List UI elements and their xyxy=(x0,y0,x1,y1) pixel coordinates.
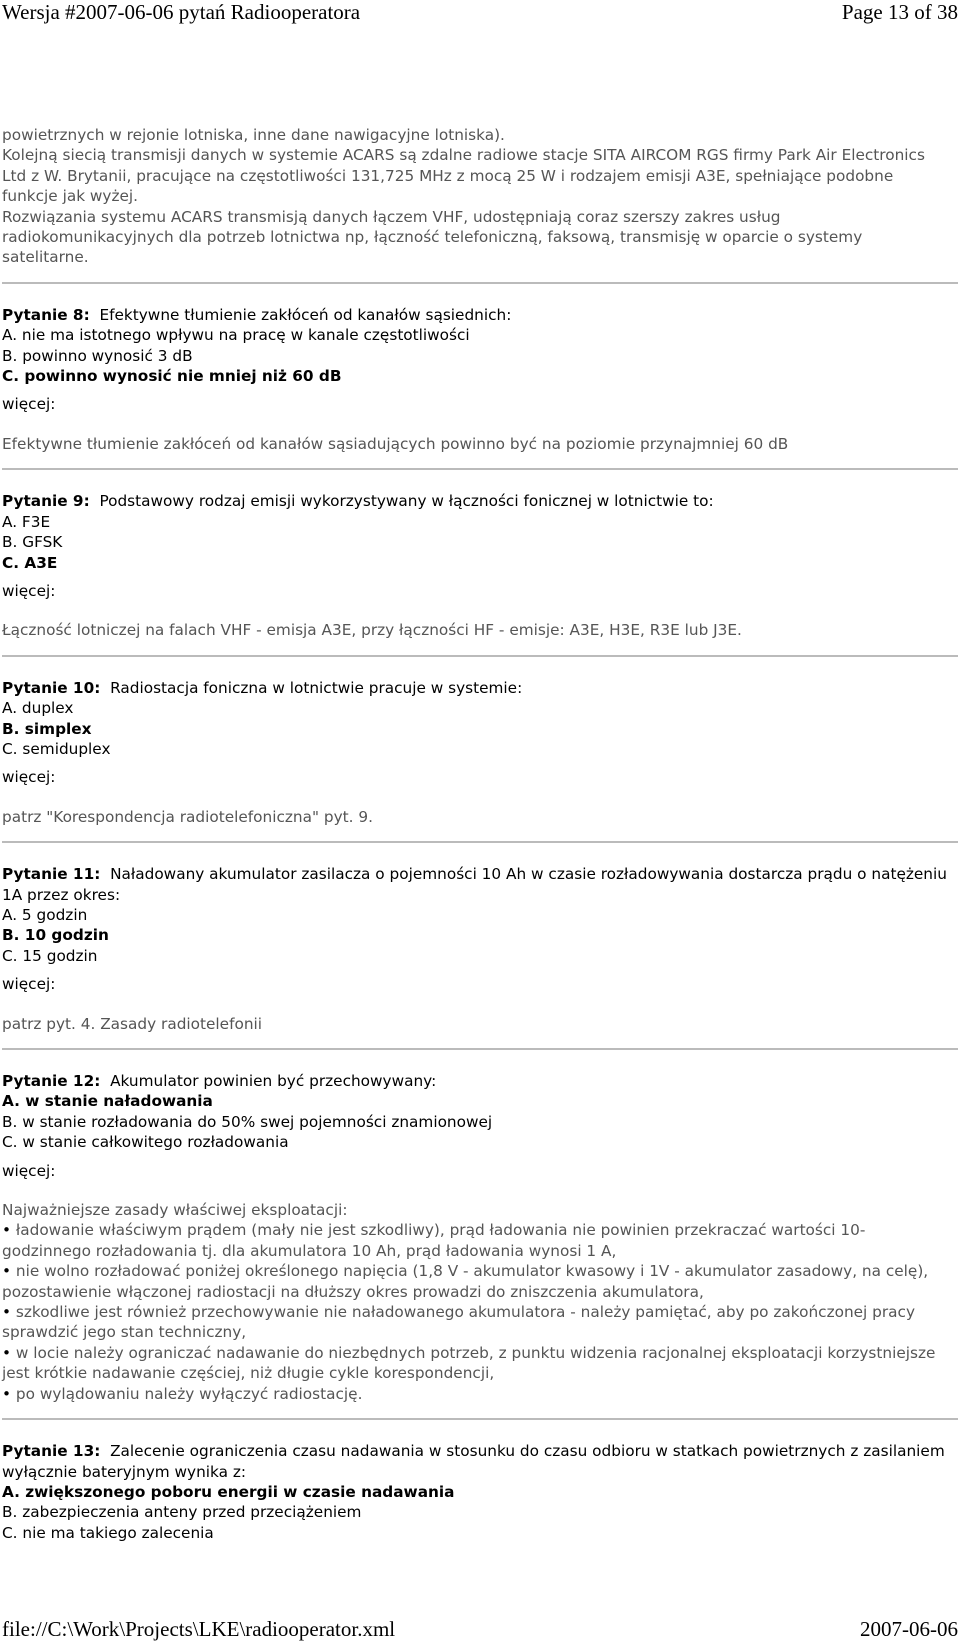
explanation-bullet: • po wylądowaniu należy wyłączyć radiostację. xyxy=(2,1384,952,1404)
explanation xyxy=(2,1014,952,1034)
answer-b-correct: B. 10 godzin xyxy=(2,926,109,945)
question-label: Pytanie 13: xyxy=(2,1442,101,1461)
explanation xyxy=(2,1200,952,1404)
explanation-bullet: • szkodliwe jest również przechowywanie nie naładowanego akumulatora - należy pamiętać, aby po zakończonej pracy sprawdzić jego stan techniczny, xyxy=(2,1302,952,1343)
explanation xyxy=(2,434,952,454)
answer-b: B. GFSK xyxy=(2,533,63,552)
file-path: file://C:\Work\Projects\LKE\radiooperator.xml xyxy=(2,1617,396,1641)
answer-b: B. powinno wynosić 3 dB xyxy=(2,346,193,365)
answer-a: A. F3E xyxy=(2,512,51,531)
answer-a-correct: A. w stanie naładowania xyxy=(2,1092,213,1111)
more-toggle[interactable]: więcej: xyxy=(2,975,56,994)
intro-paragraph: Kolejną siecią transmisji danych w systemie ACARS są zdalne radiowe stacje SITA AIRCOM RGS firmy Park Air Electronics Ltd z W. Brytanii, pracujące na częstotliwości 131,725 MHz z mocą 25 W i rodzajem emisji A3E, spełniające podobne funkcje jak wyżej. xyxy=(2,146,925,206)
question-text: Radiostacja foniczna w lotnictwie pracuje w systemie: xyxy=(110,678,523,697)
document-body xyxy=(2,125,952,1543)
question-text: Zalecenie ograniczenia czasu nadawania w stosunku do czasu odbioru w statkach powietrznych z zasilaniem wyłącznie bateryjnym wynika z: xyxy=(2,1442,945,1481)
answer-b-correct: B. simplex xyxy=(2,719,92,738)
answer-c: C. nie ma takiego zalecenia xyxy=(2,1523,214,1542)
answer-c-correct: C. powinno wynosić nie mniej niż 60 dB xyxy=(2,367,342,386)
question-label: Pytanie 8: xyxy=(2,305,90,324)
question-label: Pytanie 11: xyxy=(2,865,101,884)
question-label: Pytanie 9: xyxy=(2,492,90,511)
question-line xyxy=(2,1441,952,1482)
document-version-title: Wersja #2007-06-06 pytań Radiooperatora xyxy=(2,0,361,24)
answer-c: C. 15 godzin xyxy=(2,946,98,965)
explanation xyxy=(2,807,952,827)
answer-b: B. w stanie rozładowania do 50% swej pojemności znamionowej xyxy=(2,1112,493,1131)
explanation-bullet: • w locie należy ograniczać nadawanie do niezbędnych potrzeb, z punktu widzenia racjonalnej eksploatacji korzystniejsze jest krótkie nadawanie częściej, niż długie cykle korespondencji, xyxy=(2,1343,952,1384)
answer-c: C. w stanie całkowitego rozładowania xyxy=(2,1133,289,1152)
page-header xyxy=(0,0,960,26)
answer-b: B. zabezpieczenia anteny przed przeciążeniem xyxy=(2,1503,362,1522)
explanation xyxy=(2,620,952,640)
explanation-text: Efektywne tłumienie zakłóceń od kanałów sąsiadujących powinno być na poziomie przynajmniej 60 dB xyxy=(2,434,789,453)
answer-c-correct: C. A3E xyxy=(2,553,58,572)
more-toggle[interactable]: więcej: xyxy=(2,768,56,787)
more-toggle[interactable]: więcej: xyxy=(2,1161,56,1180)
question-divider xyxy=(2,655,958,657)
explanation-text: Łączność lotniczej na falach VHF - emisja A3E, przy łączności HF - emisje: A3E, H3E, R3E lub J3E. xyxy=(2,621,742,640)
question-divider xyxy=(2,468,958,470)
question-text: Akumulator powinien być przechowywany: xyxy=(110,1072,437,1090)
answer-c: C. semiduplex xyxy=(2,739,111,758)
question-label: Pytanie 12: xyxy=(2,1072,101,1090)
question-divider xyxy=(2,1418,958,1420)
more-toggle[interactable]: więcej: xyxy=(2,395,56,414)
question-13 xyxy=(2,1441,952,1543)
intro-paragraph: Rozwiązania systemu ACARS transmisją danych łączem VHF, udostępniają coraz szerszy zakres usług radiokomunikacyjnych dla potrzeb lotnictwa np, łączność telefoniczną, faksową, transmisję w oparcie o systemy satelitarne. xyxy=(2,207,863,267)
answer-a: A. nie ma istotnego wpływu na pracę w kanale częstotliwości xyxy=(2,326,470,345)
question-line xyxy=(2,305,952,325)
answer-a-correct: A. zwiększonego poboru energii w czasie nadawania xyxy=(2,1482,455,1501)
more-toggle[interactable]: więcej: xyxy=(2,581,56,600)
question-line xyxy=(2,491,952,511)
question-divider xyxy=(2,841,958,843)
question-divider xyxy=(2,282,958,284)
question-text: Efektywne tłumienie zakłóceń od kanałów sąsiednich: xyxy=(99,305,512,324)
question-line xyxy=(2,678,952,698)
question-divider xyxy=(2,1048,958,1050)
question-text: Podstawowy rodzaj emisji wykorzystywany w łączności fonicznej w lotnictwie to: xyxy=(99,492,714,511)
explanation-text: patrz pyt. 4. Zasady radiotelefonii xyxy=(2,1014,263,1033)
answer-a: A. 5 godzin xyxy=(2,905,88,924)
page-number: Page 13 of 38 xyxy=(841,0,958,24)
question-text: Naładowany akumulator zasilacza o pojemności 10 Ah w czasie rozładowywania dostarcza prądu o natężeniu 1A przez okres: xyxy=(2,865,947,904)
explanation-heading: Najważniejsze zasady właściwej eksploatacji: xyxy=(2,1201,348,1220)
page-footer xyxy=(0,1617,960,1643)
intro-paragraph: powietrznych w rejonie lotniska, inne dane nawigacyjne lotniska). xyxy=(2,126,505,144)
question-label: Pytanie 10: xyxy=(2,678,101,697)
question-9 xyxy=(2,491,952,640)
explanation-bullet: • ładowanie właściwym prądem (mały nie jest szkodliwy), prąd ładowania nie powinien przekraczać wartości 10-godzinnego rozładowania tj. dla akumulatora 10 Ah, prąd ładowania wynosi 1 A, xyxy=(2,1220,952,1261)
question-12 xyxy=(2,1071,952,1404)
question-line xyxy=(2,1071,952,1091)
intro-text xyxy=(2,125,952,268)
answer-a: A. duplex xyxy=(2,699,74,718)
question-11 xyxy=(2,864,952,1034)
question-10 xyxy=(2,678,952,827)
question-line xyxy=(2,864,952,905)
explanation-bullet: • nie wolno rozładować poniżej określonego napięcia (1,8 V - akumulator kwasowy i 1V - akumulator zasadowy, na celę), pozostawienie włączonej radiostacji na dłuższy okres prowadzi do zniszczenia akumulatora, xyxy=(2,1261,952,1302)
footer-date: 2007-06-06 xyxy=(860,1617,958,1641)
explanation-text: patrz "Korespondencja radiotelefoniczna" pyt. 9. xyxy=(2,807,373,826)
question-8 xyxy=(2,305,952,454)
